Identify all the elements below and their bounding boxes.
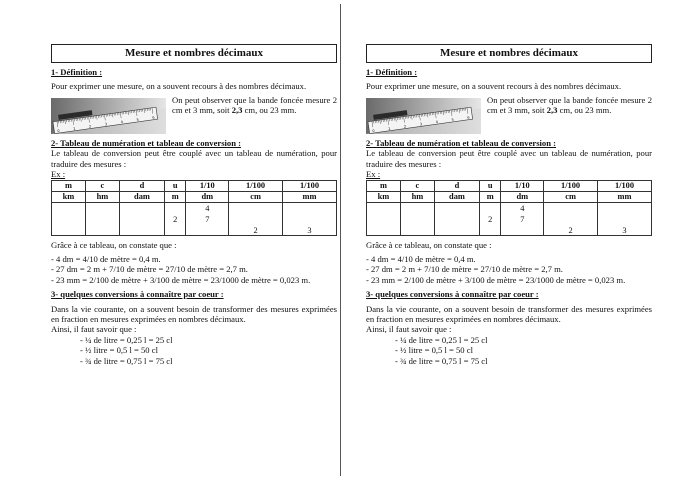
ruler-number: 4 [120, 119, 124, 125]
example-label: Ex : [51, 169, 66, 180]
list-item: - ¼ de litre = 0,25 l = 25 cl [395, 334, 488, 345]
value-highlight: 2,3 [546, 105, 558, 116]
example-line: - 4 dm = 4/10 de mètre = 0,4 m. [366, 254, 476, 265]
ruler-number: 0 [57, 128, 60, 133]
section3-heading: 3- quelques conversions à connaître par coeur : [366, 289, 539, 300]
ruler-number: 2 [88, 124, 92, 129]
section3-ainsi: Ainsi, il faut savoir que : [366, 324, 452, 335]
page-fold-line [340, 4, 341, 476]
section1-intro: Pour exprimer une mesure, on a souvent recours à des nombres décimaux. [366, 81, 622, 92]
ruler-number: 5 [136, 117, 140, 122]
worksheet-right [366, 44, 652, 366]
example-line: - 27 dm = 2 m + 7/10 de mètre = 27/10 de mètre = 2,7 m. [51, 264, 248, 275]
list-item: - ½ litre = 0,5 l = 50 cl [80, 345, 158, 356]
table-header-numeration: m c d u 1/10 1/100 1/100 [52, 181, 337, 192]
section2-heading: 2- Tableau de numération et tableau de conversion : [366, 137, 557, 148]
list-item: - ¾ de litre = 0,75 l = 75 cl [395, 355, 488, 366]
section2-after: Grâce à ce tableau, on constate que : [366, 239, 492, 250]
table-header-units: km hm dam m dm cm mm [367, 192, 652, 203]
ruler-number: 5 [451, 117, 455, 122]
ruler-block [51, 95, 337, 134]
ruler-number: 3 [419, 122, 423, 127]
section2-text: Le tableau de conversion peut être couplé avec un tableau de numération, pour traduire des mesures : [366, 148, 652, 169]
page-title: Mesure et nombres décimaux [366, 44, 652, 63]
example-line: - 23 mm = 2/100 de mètre + 3/100 de mètre = 23/1000 de mètre = 0,023 m. [51, 274, 311, 285]
table-header-units: km hm dam m dm cm mm [52, 192, 337, 203]
ruler-number: 2 [403, 124, 407, 129]
section1-heading: 1- Définition : [51, 67, 103, 77]
ruler-block [366, 95, 652, 134]
page-title: Mesure et nombres décimaux [51, 44, 337, 63]
section2-heading: 2- Tableau de numération et tableau de conversion : [51, 137, 242, 148]
ruler-number: 1 [387, 126, 391, 131]
section3-text: Dans la vie courante, on a souvent besoin de transformer des mesures exprimées en fraction en mesures exprimées en nombres décimaux. [366, 303, 652, 325]
conversion-list [51, 335, 337, 366]
section3-ainsi: Ainsi, il faut savoir que : [51, 324, 137, 335]
ruler-number: 0 [372, 128, 375, 133]
conversion-table [366, 180, 652, 235]
section3-text: Dans la vie courante, on a souvent besoin de transformer des mesures exprimées en fraction en mesures exprimées en nombres décimaux. [51, 303, 337, 325]
example-label: Ex : [366, 169, 381, 180]
ruler-number: 4 [435, 119, 439, 125]
section3-heading: 3- quelques conversions à connaître par coeur : [51, 289, 224, 300]
conversion-table [51, 180, 337, 235]
ruler-number: 3 [104, 122, 108, 127]
table-values-row: 2 4 7 2 3 [367, 202, 652, 235]
worksheet-left [51, 44, 337, 366]
example-line: - 4 dm = 4/10 de mètre = 0,4 m. [51, 254, 161, 265]
list-item: - ¼ de litre = 0,25 l = 25 cl [80, 334, 173, 345]
ruler-caption: On peut observer que la bande foncée mesure 2 cm et 3 mm, soit 2,3 cm, ou 23 mm. [172, 94, 337, 116]
section1-intro: Pour exprimer une mesure, on a souvent recours à des nombres décimaux. [51, 81, 307, 92]
conversion-list [366, 335, 652, 366]
ruler-number: 6 [467, 115, 470, 120]
ruler-number: 1 [72, 126, 76, 131]
table-values-row: 2 4 7 2 3 [52, 202, 337, 235]
section2-text: Le tableau de conversion peut être couplé avec un tableau de numération, pour traduire des mesures : [51, 148, 337, 169]
value-highlight: 2,3 [231, 105, 243, 116]
list-item: - ½ litre = 0,5 l = 50 cl [395, 345, 473, 356]
ruler-caption: On peut observer que la bande foncée mesure 2 cm et 3 mm, soit 2,3 cm, ou 23 mm. [487, 94, 652, 116]
ruler-image [51, 98, 166, 134]
list-item: - ¾ de litre = 0,75 l = 75 cl [80, 355, 173, 366]
ruler-number: 6 [152, 115, 155, 120]
ruler-image [366, 98, 481, 134]
example-line: - 27 dm = 2 m + 7/10 de mètre = 27/10 de mètre = 2,7 m. [366, 264, 563, 275]
table-header-numeration: m c d u 1/10 1/100 1/100 [367, 181, 652, 192]
example-line: - 23 mm = 2/100 de mètre + 3/100 de mètre = 23/1000 de mètre = 0,023 m. [366, 274, 626, 285]
section1-heading: 1- Définition : [366, 67, 418, 77]
section2-after: Grâce à ce tableau, on constate que : [51, 239, 177, 250]
